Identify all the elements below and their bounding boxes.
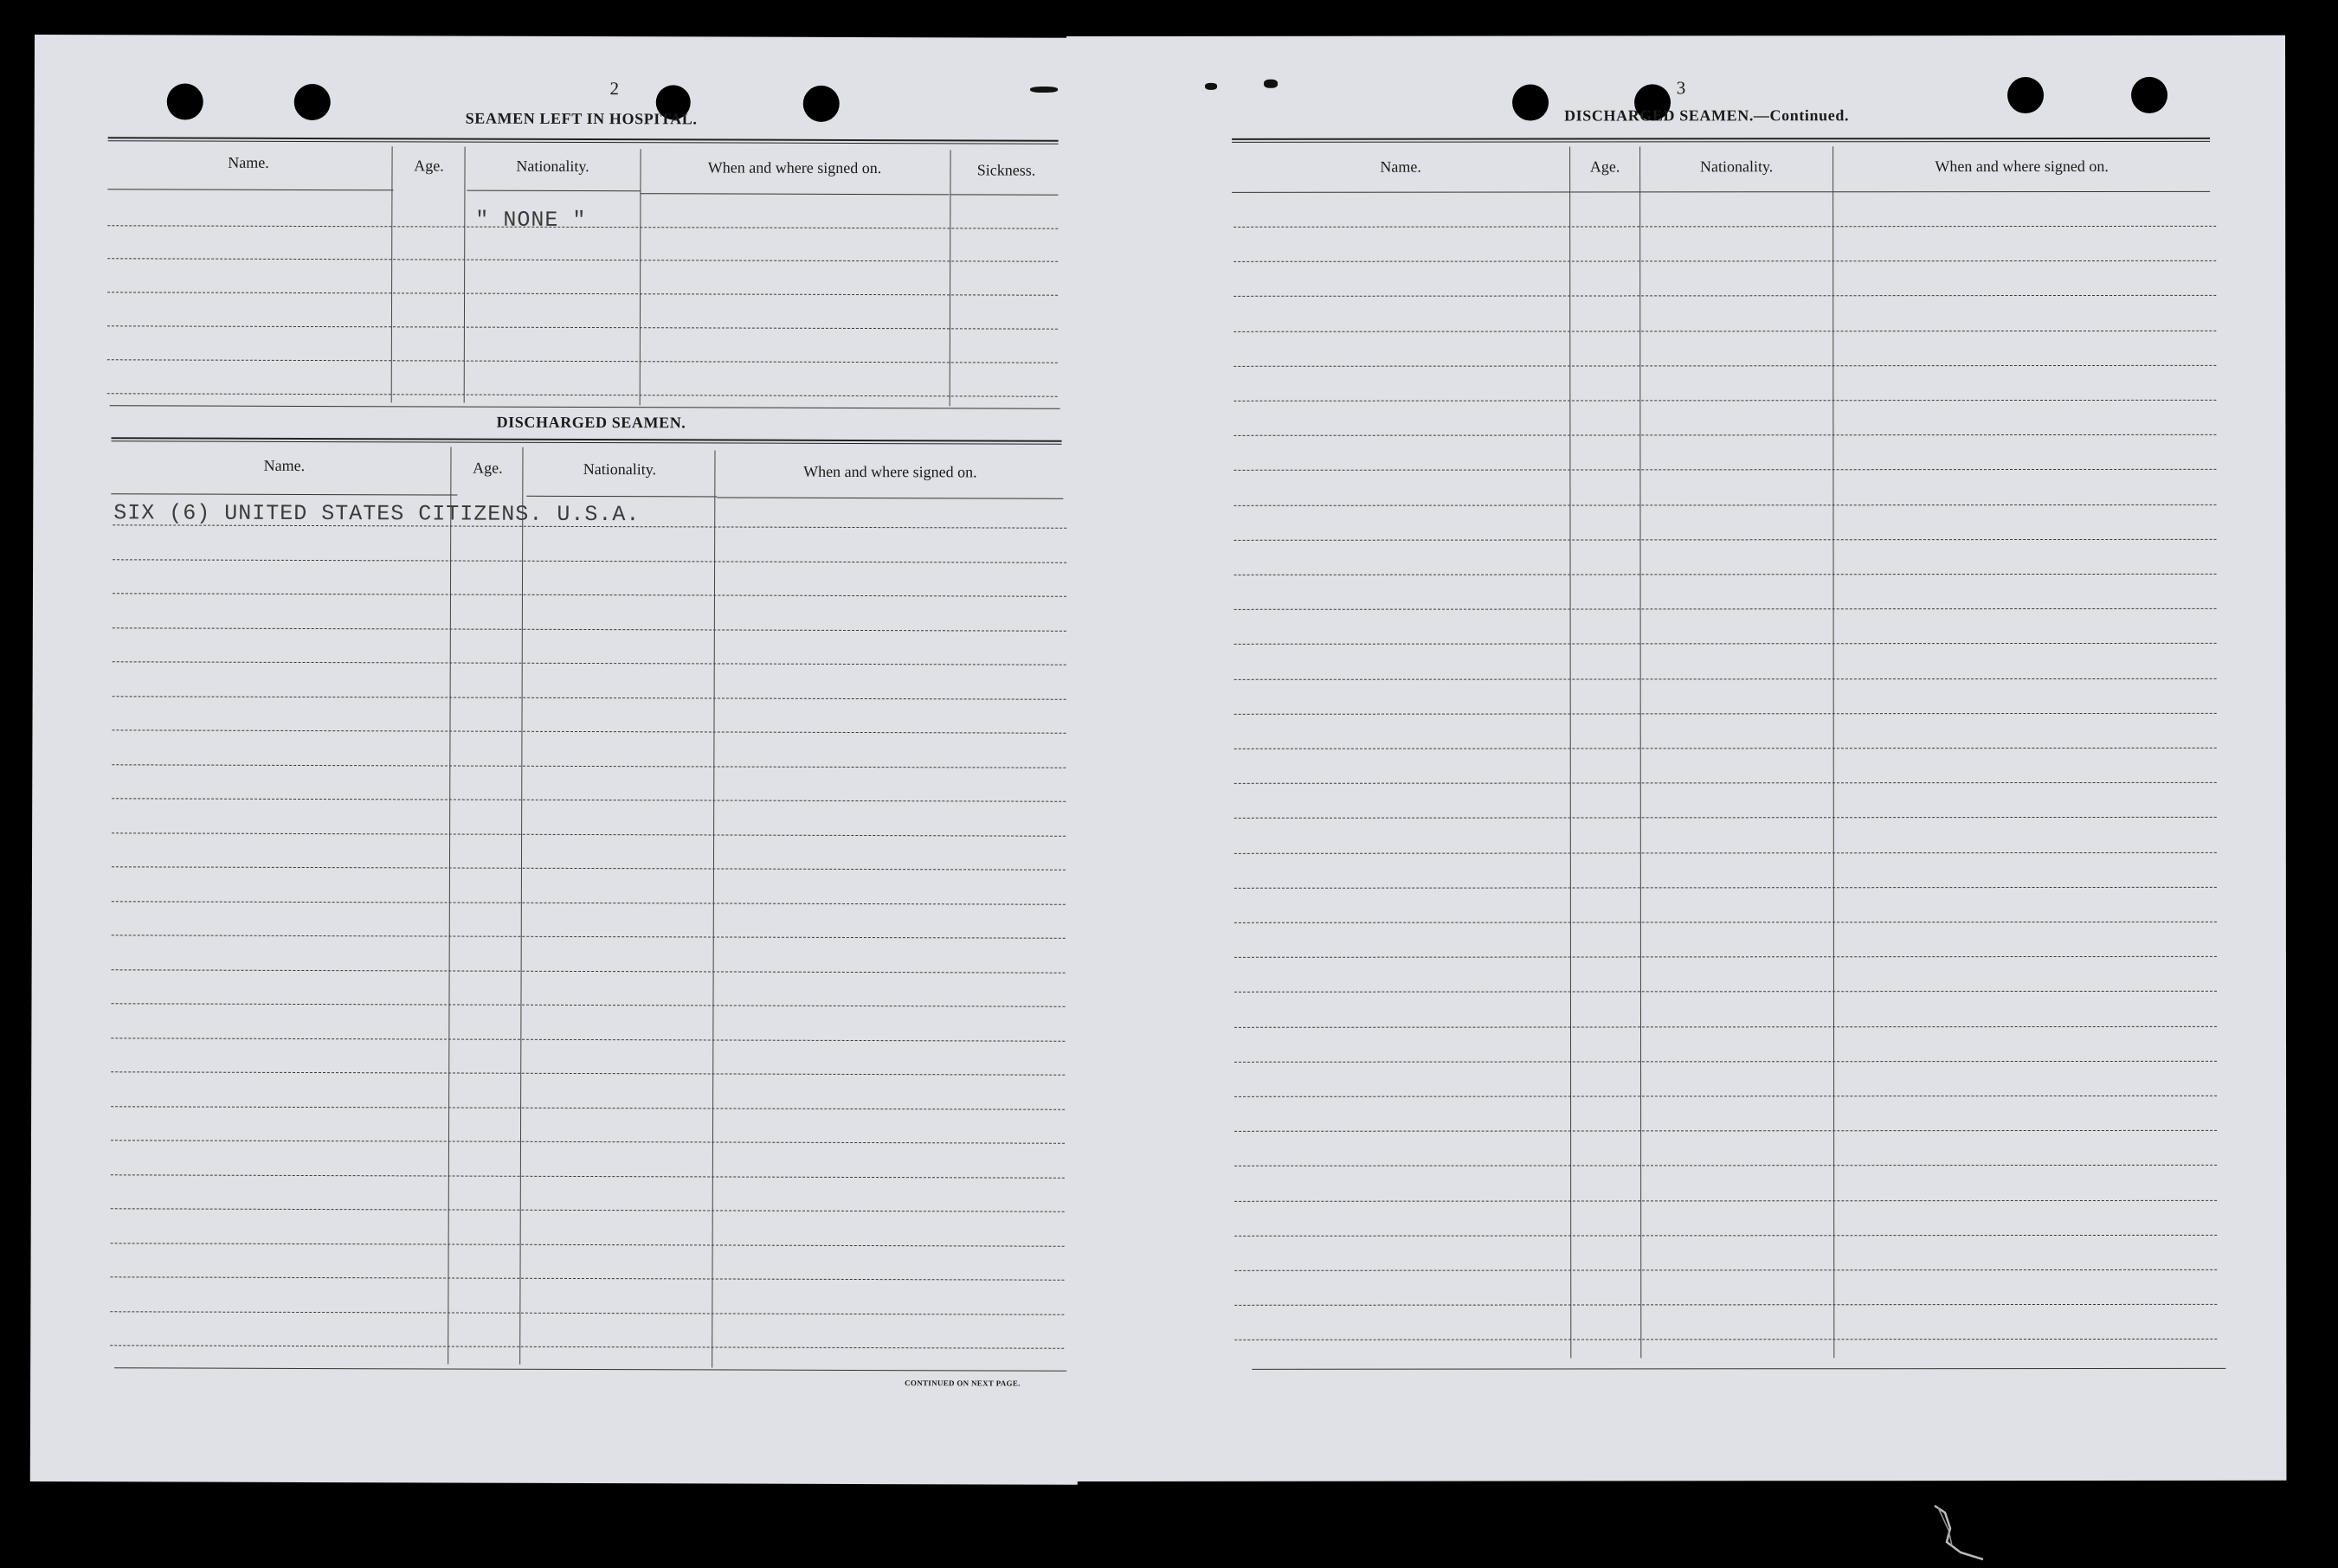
punch-hole [2131,77,2167,113]
entry-line [111,1106,1065,1109]
column-header-nationality: Nationality. [583,459,657,479]
header-rule [107,189,393,190]
entry-line [1233,504,2216,506]
entry-line [112,798,1066,801]
column-divider [1639,146,1641,1358]
column-divider [1832,146,1834,1358]
entry-line [112,901,1066,904]
entry-line [1234,1130,2217,1132]
entry-line [1234,1165,2217,1166]
header-rule [111,493,457,495]
entry-line [1234,643,2217,645]
punch-hole [294,84,331,120]
table-bottom-rule [1252,1368,2225,1370]
entry-line [111,1140,1065,1143]
header-rule [640,193,949,195]
discharged-entry: SIX (6) UNITED STATES CITIZENS. U.S.A. [113,500,641,528]
paper-scrap [1926,1504,1995,1565]
entry-line [1234,608,2217,610]
column-divider [448,447,451,1365]
entry-line [107,393,1058,396]
header-rule [526,496,717,498]
entry-line [1234,817,2217,819]
discharged-continued-title [1564,106,1849,125]
column-divider [519,447,523,1365]
entry-line [111,1071,1065,1075]
column-divider [950,150,951,406]
entry-line [1234,748,2217,749]
table-top-rule [108,137,1059,144]
entry-line [1233,434,2216,436]
entry-line [113,661,1066,665]
entry-line [1234,1200,2217,1202]
entry-line [111,1003,1065,1006]
entry-line [111,1243,1065,1246]
discharged-section-title: DISCHARGED SEAMEN. [496,413,686,432]
hospital-entry: " NONE " [475,207,587,234]
entry-line [113,627,1066,631]
table-top-rule [112,437,1062,444]
entry-line [1234,1269,2217,1271]
entry-line [1234,1026,2217,1028]
discharged-continued-entry-lines [1066,35,2285,36]
column-header-signed-on: When and where signed on. [1935,157,2109,176]
entry-line [1234,1235,2217,1237]
entry-line [1233,295,2216,297]
entry-line [112,935,1066,938]
hospital-section-title: SEAMEN LEFT IN HOSPITAL. [465,109,698,128]
entry-line [1234,782,2217,784]
entry-line [1234,574,2217,575]
column-header-name: Name. [228,153,269,171]
entry-line [1234,852,2217,854]
entry-line [107,325,1058,329]
entry-line [1234,956,2217,958]
ink-mark [1030,87,1058,93]
column-header-age: Age. [414,157,444,175]
discharged-entry-lines [35,35,1082,38]
entry-line [1233,365,2216,367]
column-header-name: Name. [1380,157,1421,176]
header-rule [950,194,1058,195]
entry-line [1234,713,2217,715]
entry-line [111,1174,1065,1178]
column-header-nationality: Nationality. [516,157,589,176]
page-number: 3 [1676,77,1686,99]
ink-mark [1205,83,1217,90]
entry-line [110,1276,1064,1280]
entry-line [1234,1096,2217,1097]
header-rule [1232,191,2210,193]
column-divider [391,146,393,402]
entry-line [1234,887,2217,889]
table-bottom-rule [110,405,1060,408]
entry-line [112,832,1066,836]
entry-line [1234,1339,2217,1340]
entry-line [113,559,1066,562]
entry-line [1234,539,2217,541]
punch-hole [1512,85,1549,121]
entry-line [107,359,1058,363]
entry-line [107,258,1058,261]
entry-line [1233,400,2216,402]
entry-line [113,593,1066,596]
entry-line [111,1038,1065,1041]
column-header-sickness: Sickness. [976,161,1036,179]
title-main: DISCHARGED SEAMEN. [1564,106,1754,125]
entry-line [113,696,1066,699]
column-header-signed-on: When and where signed on. [803,462,977,481]
entry-line [1234,1304,2217,1306]
header-rule [467,190,640,192]
entry-line [112,969,1066,973]
continued-note: CONTINUED ON NEXT PAGE. [905,1378,1021,1388]
entry-line [107,292,1058,295]
column-header-nationality: Nationality. [1699,157,1774,176]
column-header-age: Age. [1589,157,1620,176]
entry-line [1233,469,2216,471]
entry-line [110,1345,1064,1348]
page-number: 2 [609,78,620,100]
column-header-signed-on: When and where signed on. [707,158,882,177]
column-divider [640,149,641,405]
punch-hole [2007,77,2044,113]
column-header-age: Age. [473,459,503,477]
entry-line [1233,331,2216,332]
right-page [1066,35,2286,1481]
entry-line [1234,678,2217,680]
punch-hole [167,83,203,119]
left-page [30,35,1082,1485]
entry-line [1234,922,2217,923]
entry-line [1233,226,2216,228]
table-top-rule [1232,138,2210,143]
entry-line [110,1311,1064,1314]
column-header-name: Name. [263,456,306,474]
title-suffix: —Continued. [1753,106,1850,125]
entry-line [112,866,1066,870]
entry-line [1234,1061,2217,1063]
header-rule [717,497,1063,498]
entry-line [1234,991,2217,993]
table-bottom-rule [114,1367,1066,1371]
column-divider [1569,146,1571,1358]
entry-line [111,1208,1065,1211]
ink-mark [1264,80,1278,88]
column-divider [712,450,715,1367]
entry-line [112,729,1066,733]
entry-line [1233,260,2216,262]
column-divider [464,147,466,403]
entry-line [112,764,1066,768]
punch-hole [803,86,840,122]
